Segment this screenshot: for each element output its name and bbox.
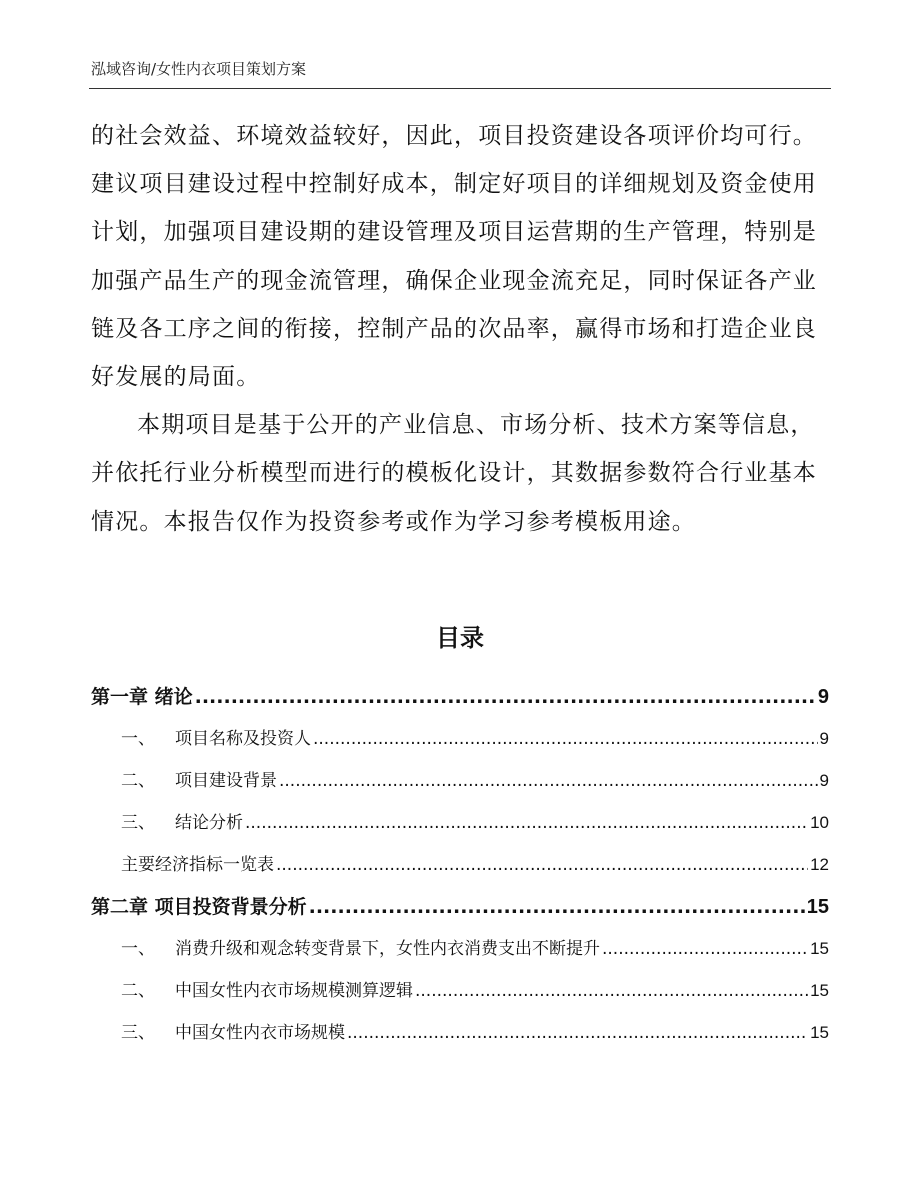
toc-leader bbox=[279, 760, 818, 802]
toc-entry-section[interactable] bbox=[91, 844, 829, 886]
toc-page-number: 15 bbox=[810, 1023, 829, 1042]
table-of-contents bbox=[91, 676, 829, 1054]
toc-entry-section[interactable] bbox=[91, 760, 829, 802]
toc-entry-label: 第二章 项目投资背景分析 bbox=[91, 896, 307, 918]
toc-leader bbox=[245, 802, 808, 844]
toc-page-number: 9 bbox=[819, 729, 829, 748]
toc-title: 目录 bbox=[436, 624, 484, 652]
toc-entry-label: 三、 结论分析 bbox=[121, 802, 243, 844]
toc-page-number: 9 bbox=[819, 771, 829, 790]
toc-page-number: 12 bbox=[810, 855, 829, 874]
toc-entry-number: 三、 bbox=[121, 1023, 155, 1043]
toc-entry-chapter[interactable] bbox=[91, 676, 829, 718]
toc-leader bbox=[195, 676, 816, 718]
toc-entry-section[interactable] bbox=[91, 718, 829, 760]
toc-entry-label: 一、 项目名称及投资人 bbox=[121, 718, 311, 760]
toc-leader bbox=[347, 1012, 808, 1054]
toc-entry-section[interactable] bbox=[91, 802, 829, 844]
toc-entry-label: 主要经济指标一览表 bbox=[121, 855, 274, 875]
header-divider bbox=[89, 88, 831, 89]
toc-entry-number: 二、 bbox=[121, 771, 155, 791]
toc-page-number: 15 bbox=[810, 981, 829, 1000]
toc-leader bbox=[309, 886, 805, 928]
toc-entry-label: 二、 项目建设背景 bbox=[121, 760, 277, 802]
toc-entry-label: 第一章 绪论 bbox=[91, 686, 193, 708]
paragraph: 的社会效益、环境效益较好，因此，项目投资建设各项评价均可行。建议项目建设过程中控制好成本，制定好项目的详细规划及资金使用计划，加强项目建设期的建设管理及项目运营期的生产管理，特别是加强产品生产的现金流管理，确保企业现金流充足，同时保证各产业链及各工序之间的衔接，控制产品的次品率，赢得市场和打造企业良好发展的局面。 bbox=[91, 123, 817, 391]
toc-entry-section[interactable] bbox=[91, 1012, 829, 1054]
toc-entry-number: 二、 bbox=[121, 981, 155, 1001]
toc-leader bbox=[602, 928, 808, 970]
toc-entry-label: 三、 中国女性内衣市场规模 bbox=[121, 1012, 345, 1054]
toc-leader bbox=[276, 844, 808, 886]
toc-page-number: 15 bbox=[810, 939, 829, 958]
body-text bbox=[91, 112, 831, 546]
toc-entry-chapter[interactable] bbox=[91, 886, 829, 928]
toc-entry-label: 二、 中国女性内衣市场规模测算逻辑 bbox=[121, 970, 413, 1012]
toc-entry-number: 三、 bbox=[121, 813, 155, 833]
toc-entry-number: 一、 bbox=[121, 729, 155, 749]
toc-page-number: 9 bbox=[817, 686, 829, 708]
toc-entry-section[interactable] bbox=[91, 970, 829, 1012]
toc-page-number: 15 bbox=[806, 896, 829, 918]
toc-entry-number: 一、 bbox=[121, 939, 155, 959]
toc-entry-section[interactable] bbox=[91, 928, 829, 970]
toc-entry-label: 一、 消费升级和观念转变背景下，女性内衣消费支出不断提升 bbox=[121, 928, 600, 970]
running-header: 泓域咨询/女性内衣项目策划方案 bbox=[91, 60, 307, 78]
toc-leader bbox=[313, 718, 818, 760]
paragraph: 本期项目是基于公开的产业信息、市场分析、技术方案等信息，并依托行业分析模型而进行的模板化设计，其数据参数符合行业基本情况。本报告仅作为投资参考或作为学习参考模板用途。 bbox=[91, 412, 817, 535]
toc-page-number: 10 bbox=[810, 813, 829, 832]
toc-leader bbox=[415, 970, 808, 1012]
